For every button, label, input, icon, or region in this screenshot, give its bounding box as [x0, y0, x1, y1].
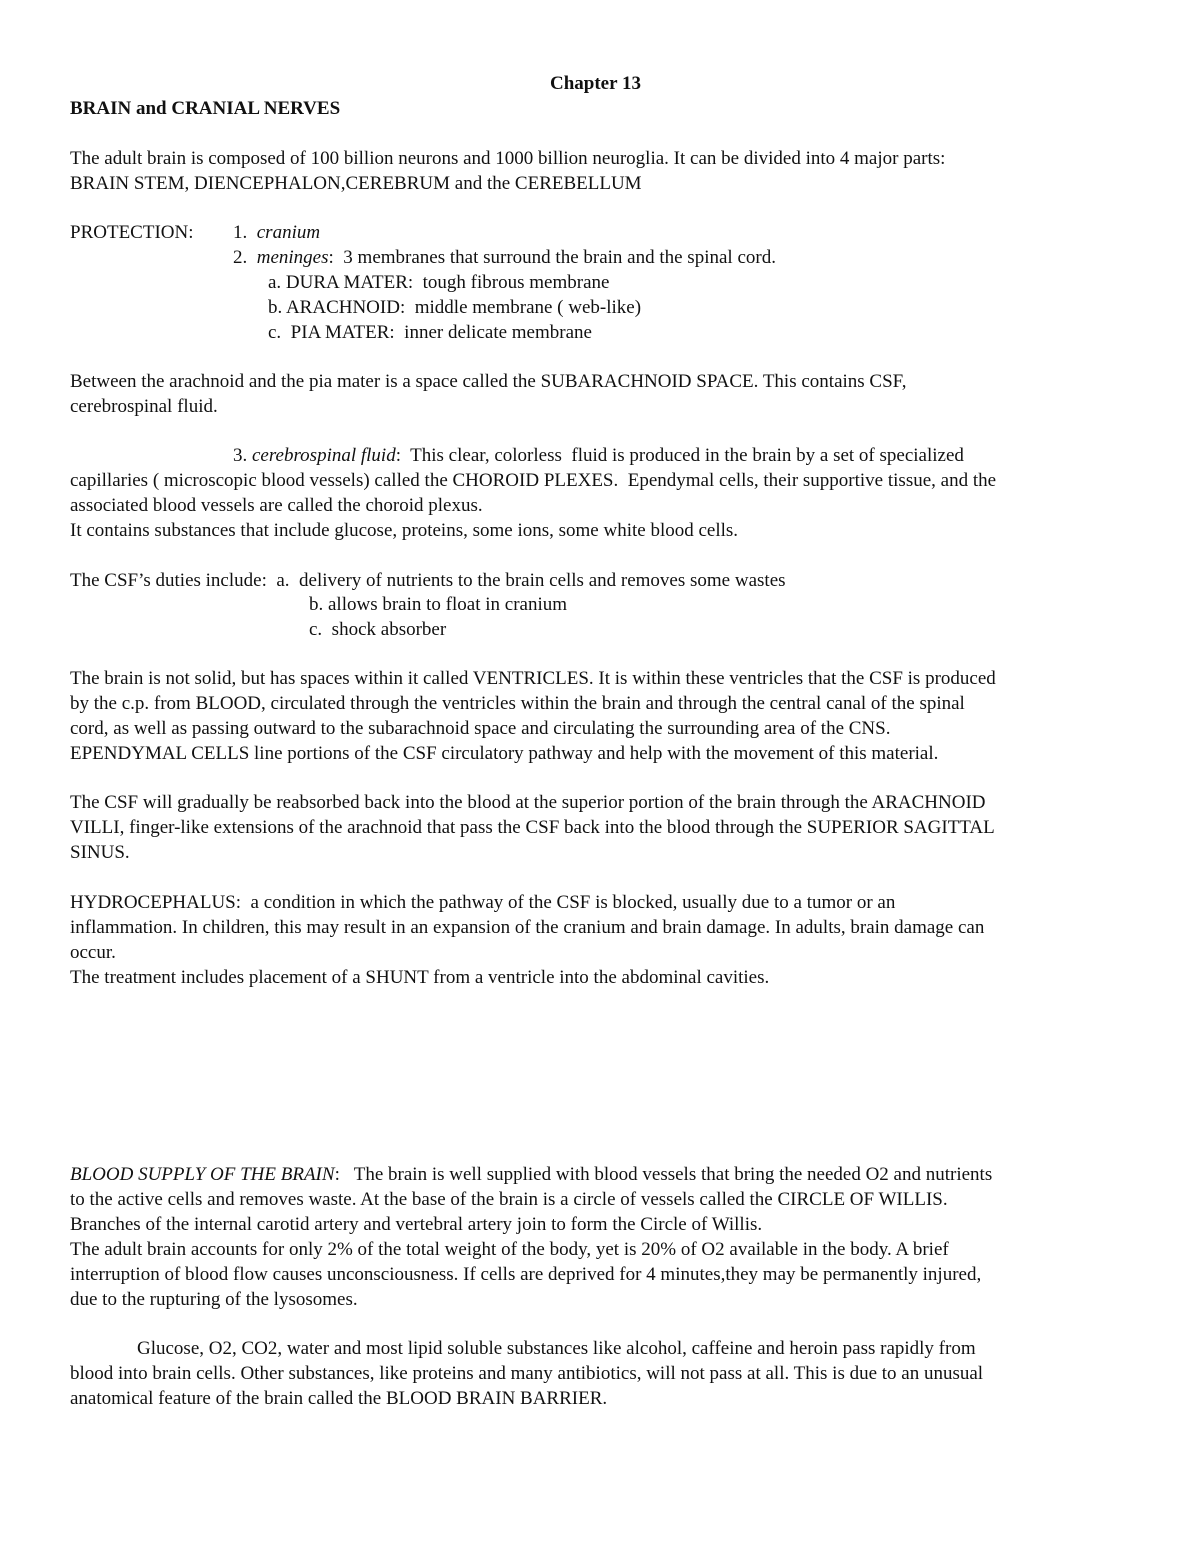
reabsorb-line: SINUS.: [70, 842, 130, 863]
csf-line: It contains substances that include glucose, proteins, some ions, some white blood cells.: [70, 520, 739, 541]
chapter-title: Chapter 13: [550, 73, 641, 94]
csf-duties-intro: The CSF’s duties include: a. delivery of nutrients to the brain cells and removes some wastes: [70, 570, 786, 591]
blood-supply-line: Branches of the internal carotid artery and vertebral artery join to form the Circle of Willis.: [70, 1214, 763, 1235]
protection-item-2: [233, 246, 776, 271]
intro-line: The adult brain is composed of 100 billion neurons and 1000 billion neuroglia. It can be divided into 4 major parts:: [70, 148, 946, 169]
list-number: 2.: [233, 247, 248, 268]
ventricles-line: EPENDYMAL CELLS line portions of the CSF circulatory pathway and help with the movement of this material.: [70, 743, 939, 764]
ventricles-line: by the c.p. from BLOOD, circulated through the ventricles within the brain and through the central canal of the spinal: [70, 693, 965, 714]
term-meninges: meninges: [256, 247, 329, 268]
hydrocephalus-line: HYDROCEPHALUS: a condition in which the pathway of the CSF is blocked, usually due to a tumor or an: [70, 892, 896, 913]
csf-line-1: [233, 444, 964, 469]
bbb-line: blood into brain cells. Other substances, like proteins and many antibiotics, will not pass at all. This is due to an unusual: [70, 1363, 984, 1384]
term-cranium: cranium: [256, 222, 321, 243]
protection-label: PROTECTION:: [70, 222, 194, 243]
blood-supply-line: due to the rupturing of the lysosomes.: [70, 1289, 358, 1310]
subarachnoid-line: cerebrospinal fluid.: [70, 396, 218, 417]
reabsorb-line: The CSF will gradually be reabsorbed back into the blood at the superior portion of the brain through the ARACHNOID: [70, 792, 986, 813]
blood-supply-line-1: [70, 1163, 992, 1188]
meninges-sub-b: b. ARACHNOID: middle membrane ( web-like): [268, 297, 642, 318]
ventricles-line: The brain is not solid, but has spaces within it called VENTRICLES. It is within these ventricles that the CSF is produced: [70, 668, 996, 689]
reabsorb-line: VILLI, finger-like extensions of the arachnoid that pass the CSF back into the blood through the SUPERIOR SAGITTAL: [70, 817, 995, 838]
section-title: BRAIN and CRANIAL NERVES: [70, 98, 341, 119]
csf-line: capillaries ( microscopic blood vessels) called the CHOROID PLEXES. Ependymal cells, their supportive tissue, and the: [70, 470, 997, 491]
meninges-description: : 3 membranes that surround the brain and the spinal cord.: [328, 247, 776, 268]
hydrocephalus-line: The treatment includes placement of a SHUNT from a ventricle into the abdominal cavities.: [70, 967, 770, 988]
list-number: 3.: [233, 445, 248, 466]
ventricles-line: cord, as well as passing outward to the subarachnoid space and circulating the surrounding area of the CNS.: [70, 718, 891, 739]
hydrocephalus-line: inflammation. In children, this may result in an expansion of the cranium and brain damage. In adults, brain damage can: [70, 917, 985, 938]
blood-supply-line: The adult brain accounts for only 2% of the total weight of the body, yet is 20% of O2 available in the body. A brief: [70, 1239, 949, 1260]
csf-duty-b: b. allows brain to float in cranium: [309, 594, 568, 615]
hydrocephalus-line: occur.: [70, 942, 116, 963]
subarachnoid-line: Between the arachnoid and the pia mater is a space called the SUBARACHNOID SPACE. This contains CSF,: [70, 371, 907, 392]
csf-line: associated blood vessels are called the choroid plexus.: [70, 495, 483, 516]
term-cerebrospinal-fluid: cerebrospinal fluid: [252, 445, 396, 466]
blood-supply-line: interruption of blood flow causes unconsciousness. If cells are deprived for 4 minutes,they may be permanently injured,: [70, 1264, 982, 1285]
list-number: 1.: [233, 222, 248, 243]
bbb-line: Glucose, O2, CO2, water and most lipid soluble substances like alcohol, caffeine and heroin pass rapidly from: [137, 1338, 976, 1359]
csf-description: : This clear, colorless fluid is produced in the brain by a set of specialized: [395, 445, 964, 466]
bbb-line: anatomical feature of the brain called the BLOOD BRAIN BARRIER.: [70, 1388, 608, 1409]
blood-supply-line: to the active cells and removes waste. At the base of the brain is a circle of vessels called the CIRCLE OF WILLIS.: [70, 1189, 948, 1210]
intro-line: BRAIN STEM, DIENCEPHALON,CEREBRUM and the CEREBELLUM: [70, 173, 642, 194]
protection-item-1: [233, 221, 320, 246]
meninges-sub-a: a. DURA MATER: tough fibrous membrane: [268, 272, 610, 293]
blood-supply-text: : The brain is well supplied with blood vessels that bring the needed O2 and nutrients: [334, 1164, 993, 1185]
csf-duty-c: c. shock absorber: [309, 619, 447, 640]
blood-supply-heading: BLOOD SUPPLY OF THE BRAIN: [70, 1164, 335, 1185]
meninges-sub-c: c. PIA MATER: inner delicate membrane: [268, 322, 592, 343]
